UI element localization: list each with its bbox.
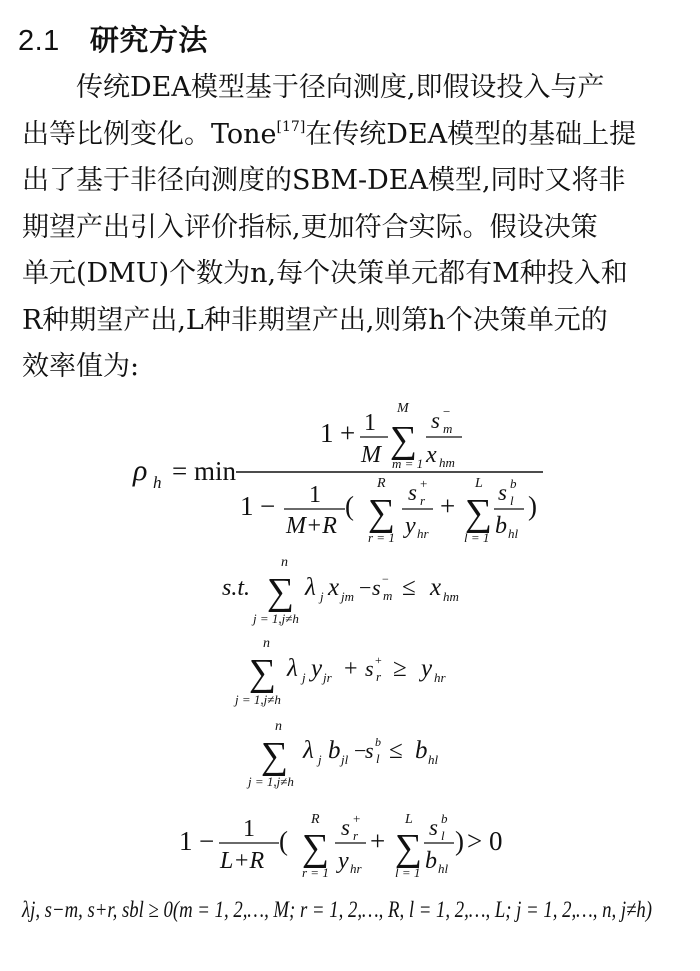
c1-x-hm: x	[430, 574, 442, 601]
c3-b: b	[328, 737, 341, 764]
equals-min: = min	[172, 456, 236, 486]
paragraph-line-2	[22, 112, 678, 159]
c2-sum-upper: n	[263, 636, 270, 651]
c2-s-sup: +	[375, 653, 382, 667]
c1-sum-upper: n	[281, 555, 288, 570]
paragraph-line-7: 效率值为:	[22, 351, 140, 382]
x-hm-sub: hm	[439, 455, 455, 470]
frac-one-top: 1	[364, 410, 376, 436]
c1-s: s	[372, 575, 381, 600]
s-plus-sub: r	[420, 493, 426, 508]
c4-sum-upper-L: L	[405, 812, 413, 827]
paragraph-line-5: 单元(DMU)个数为n,每个决策单元都有M种投入和	[22, 258, 628, 289]
paragraph-line-2b: 在传统DEA模型的基础上提	[305, 118, 637, 150]
c2-y-hr: y	[421, 655, 433, 682]
section-heading	[18, 18, 208, 59]
c1-s-sub: m	[383, 588, 393, 603]
c4-gt-zero: > 0	[467, 826, 503, 856]
paragraph-line-3: 出了基于非径向测度的SBM-DEA模型,同时又将非	[22, 165, 626, 196]
c4-s-plus-sub: r	[353, 828, 359, 843]
s-minus-sup: −	[443, 404, 451, 419]
rho-symbol: ρ	[133, 454, 148, 487]
c4-L-plus-R: L+R	[220, 848, 265, 874]
c2-y: y	[311, 655, 323, 682]
c2-sum-sign: ∑	[249, 652, 277, 694]
denominator-minus: −	[260, 491, 276, 521]
b-hl-sub: hl	[508, 526, 519, 541]
c4-s-b: s	[429, 815, 438, 840]
paragraph-line-1: 传统DEA模型基于径向测度,即假设投入与产	[76, 72, 605, 103]
c3-b-sub: jl	[341, 752, 349, 767]
c2-lambda-sub: j	[302, 670, 306, 685]
citation-ref: [17]	[276, 118, 306, 135]
s-plus: s	[408, 480, 417, 505]
denominator-one: 1	[240, 491, 254, 521]
c2-geq: ≥	[393, 655, 407, 682]
y-hr-sub: hr	[417, 526, 429, 541]
c3-b-hl: b	[415, 737, 428, 764]
s-b-sub: l	[510, 493, 514, 508]
c4-b-hl: b	[425, 848, 437, 874]
rho-subscript: h	[153, 473, 162, 492]
sum-upper-R: R	[377, 476, 386, 491]
s-b-sup: b	[510, 476, 517, 491]
b-hl: b	[495, 513, 507, 539]
c4-s-plus: s	[341, 815, 350, 840]
c3-sum-upper: n	[275, 719, 282, 734]
sum-sign-l: ∑	[465, 492, 493, 534]
paragraph-line-2a: 出等比例变化。Tone	[22, 118, 277, 150]
sum-lower-m: m = 1	[392, 456, 424, 471]
c3-sum-sign: ∑	[261, 735, 289, 777]
c4-one: 1	[179, 826, 193, 856]
c4-sum-lower-r: r = 1	[302, 865, 329, 880]
c4-y-hr: y	[338, 848, 349, 874]
c4-sum-sign-r: ∑	[302, 827, 330, 869]
s-minus: s	[431, 408, 440, 433]
c4-s-b-sub: l	[441, 828, 445, 843]
c1-x-sub: jm	[341, 589, 354, 604]
c3-lambda-sub: j	[318, 752, 322, 767]
c3-leq: ≤	[389, 737, 403, 764]
c4-plus: +	[370, 826, 386, 856]
nonnegativity-constraint: λj, s−m, s+r, sbl ≥ 0(m = 1, 2,…, M; r = 1, 2,…, R, l = 1, 2,…, L; j = 1, 2,…, n, j≠h)	[21, 897, 653, 922]
objective-function	[132, 401, 543, 545]
numerator-one: 1	[320, 418, 334, 448]
c4-close-paren: )	[455, 826, 464, 856]
c2-lambda: λ	[287, 655, 298, 682]
c4-s-b-sup: b	[441, 811, 448, 826]
frac-one-top-2: 1	[309, 482, 321, 508]
s-plus-sup: +	[420, 476, 428, 491]
denominator-close-paren: )	[528, 491, 537, 521]
c2-y-sub: jr	[323, 670, 332, 685]
constraint-3	[246, 719, 439, 789]
c2-y-hr-sub: hr	[434, 670, 446, 685]
c4-sum-sign-l: ∑	[395, 827, 423, 869]
c1-s-sup: −	[382, 572, 389, 586]
sbm-dea-formula	[0, 390, 700, 971]
c4-s-plus-sup: +	[353, 811, 361, 826]
sum-sign-m: ∑	[390, 419, 418, 461]
c4-frac-one: 1	[243, 816, 255, 842]
frac-M: M	[361, 442, 381, 468]
c1-lambda-sub: j	[320, 589, 324, 604]
c2-s-sub: r	[376, 669, 382, 684]
x-hm: x	[426, 442, 437, 468]
c3-sum-lower: j = 1,j≠h	[248, 774, 294, 789]
sum-sign-r: ∑	[368, 492, 396, 534]
subject-to: s.t.	[222, 575, 251, 601]
c1-minus: −	[359, 575, 372, 600]
c3-b-hl-sub: hl	[428, 752, 439, 767]
c4-minus: −	[199, 826, 215, 856]
c1-lambda: λ	[305, 574, 316, 601]
frac-M-plus-R: M+R	[286, 513, 337, 539]
s-b: s	[498, 480, 507, 505]
c2-sum-lower: j = 1,j≠h	[235, 692, 281, 707]
c2-s: s	[365, 656, 374, 681]
c3-s-sup: b	[375, 735, 381, 749]
section-title: 研究方法	[89, 25, 208, 57]
c3-s: s	[365, 738, 374, 763]
c1-sum-sign: ∑	[267, 571, 295, 613]
denominator-plus: +	[440, 491, 456, 521]
s-minus-sub: m	[443, 421, 453, 436]
c4-sum-lower-l: l = 1	[395, 865, 421, 880]
sum-lower-r: r = 1	[368, 530, 395, 545]
sum-lower-l: l = 1	[464, 530, 490, 545]
c1-leq: ≤	[402, 574, 416, 601]
c2-plus: +	[344, 656, 358, 682]
c4-sum-upper-R: R	[311, 812, 320, 827]
c4-y-hr-sub: hr	[350, 861, 362, 876]
constraint-4	[179, 811, 502, 880]
y-hr: y	[405, 513, 416, 539]
c3-lambda: λ	[303, 737, 314, 764]
section-number: 2.1	[18, 25, 60, 57]
c1-sum-lower: j = 1,j≠h	[253, 611, 299, 626]
body-paragraph	[22, 65, 678, 391]
paragraph-line-4: 期望产出引入评价指标,更加符合实际。假设决策	[22, 211, 598, 243]
denominator-open-paren: (	[345, 491, 354, 521]
numerator-plus: +	[340, 418, 356, 448]
c3-minus: −	[354, 738, 367, 763]
paragraph-line-6: R种期望产出,L种非期望产出,则第h个决策单元的	[22, 304, 608, 336]
c4-open-paren: (	[279, 826, 288, 856]
c1-x-hm-sub: hm	[443, 589, 459, 604]
c4-b-hl-sub: hl	[438, 861, 449, 876]
constraint-1	[222, 555, 459, 626]
constraint-2	[233, 636, 447, 707]
sum-upper-M: M	[397, 401, 409, 416]
sum-upper-L: L	[475, 476, 483, 491]
c3-s-sub: l	[376, 751, 380, 766]
c1-x: x	[328, 574, 340, 601]
